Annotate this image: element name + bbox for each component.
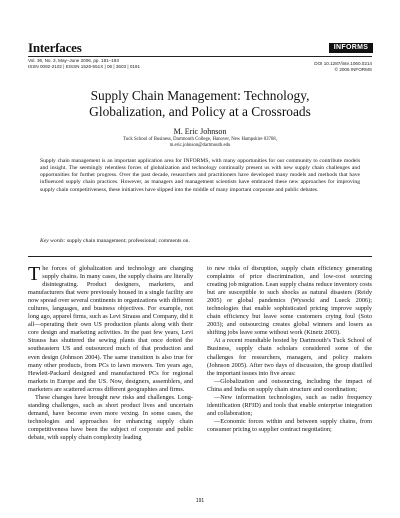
doi: DOI 10.1287/inte.1060.0214: [314, 61, 372, 66]
copyright: © 2006 INFORMS: [334, 67, 372, 73]
author-affiliation: [28, 137, 372, 149]
author-email: m.eric.johnson@dartmouth.edu: [169, 143, 231, 149]
affiliation-address: Tuck School of Business, Dartmouth College, Hanover, New Hampshire 03768,: [123, 137, 277, 142]
issn-info: ISSN 0092-2102 | EISSN 1526-551X | 06 | 3603 | 0191: [28, 64, 141, 70]
title-line-2: Globalization, and Policy at a Crossroads: [89, 104, 311, 119]
list-item: —Economic forces within and between supply chains, from consumer pricing to supplier contract negotiation;: [207, 417, 372, 433]
body-column-right: [207, 265, 372, 434]
body-rule: [28, 256, 372, 257]
body-paragraph: to new risks of disruption, supply chain efficiency generating complaints of price discrimination, and low-cost sourcing creating job migration. Lean supply chains reduce inventory costs but are susceptible to such shocks as natural disasters (Reidy 2005) or global pandemics (Wysocki and Lueck 2006); technologies that enable sophisticated pricing improve supply chain efficiency but leave some customers crying foul (Soto 2003); and outsourcing creates global winners and losers as shifting jobs leave some without work (Kinetz 2003).: [207, 265, 372, 337]
informs-logo: INFORMS: [329, 43, 373, 53]
list-item: —Globalization and outsourcing, including the impact of China and India on supply chain structure and coordination;: [207, 377, 372, 393]
author-name: M. Eric Johnson: [173, 127, 227, 136]
article-title: [28, 88, 372, 120]
journal-meta: [28, 58, 140, 70]
page-number: 191: [195, 498, 205, 504]
body-paragraph: [28, 265, 193, 394]
keywords: [40, 238, 360, 245]
list-item: —New information technologies, such as radio frequency identification (RFID) and tools that enable enterprise integration and collaboration;: [207, 393, 372, 417]
keywords-label: Key words:: [40, 238, 66, 244]
drop-cap: T: [28, 263, 41, 285]
doi-meta: [314, 58, 372, 73]
body-paragraph: At a recent roundtable hosted by Dartmouth’s Tuck School of Business, supply chain scholars considered some of the challenges for researchers, managers, and policy makers (Johnson 2005). After two days of discussion, the group distilled the important issues into five areas:: [207, 337, 372, 377]
abstract: Supply chain management is an important application area for INFORMS, with many opportunities for our community to contribute models and insight. The seemingly relentless forces of globalization and technology continually present us with new supply chain challenges and opportunities for further progress. Over the past decade, researchers and practitioners have developed many models and methods that have influenced supply chain practices. However, as managers and management scientists have embraced these new approaches for improving supply chain competitiveness, these initiatives have slipped into the middle of many important corporate and public debates.: [40, 158, 360, 193]
body-paragraph: These changes have brought new risks and challenges. Long-standing challenges, such as short product lives and uncertain demand, have become even more vexing. In some cases, the technologies and approaches for enhancing supply chain competitiveness have been the subject of corporate and public debate, with supply chain complexity leading: [28, 393, 193, 441]
volume-info: Vol. 36, No. 3, May–June 2006, pp. 191–193: [28, 58, 119, 63]
body-column-left: [28, 265, 193, 442]
keywords-text: supply chain management; professional; comments on.: [66, 238, 190, 244]
title-line-1: Supply Chain Management: Technology,: [90, 88, 310, 103]
header-rule: [28, 56, 372, 57]
paragraph-text: he forces of globalization and technology are changing supply chains. In many cases, the supply chains are literally disintegrating. Product designers, marketers, and manufacturers that were previously housed in a single facility are now spread over several continents in organizations with different cultures, languages, and business objectives. For example, not long ago, apparel firms, such as Levi Strauss and Company, did it all—operating their own US production plants along with their core design and marketing activities. In the past few years, Levi Strauss has shuttered the sewing plants that once dotted the southeastern US and outsourced much of that production and even design (Johnson 2004). The same transition is also true for many other products, from PCs to lawn mowers. Ten years ago, Hewlett-Packard designed and manufactured PCs for regional markets in Europe and the US. Now, designers, assemblers, and marketers are scattered across different geographies and firms.: [28, 265, 193, 393]
journal-name: Interfaces: [28, 40, 82, 55]
